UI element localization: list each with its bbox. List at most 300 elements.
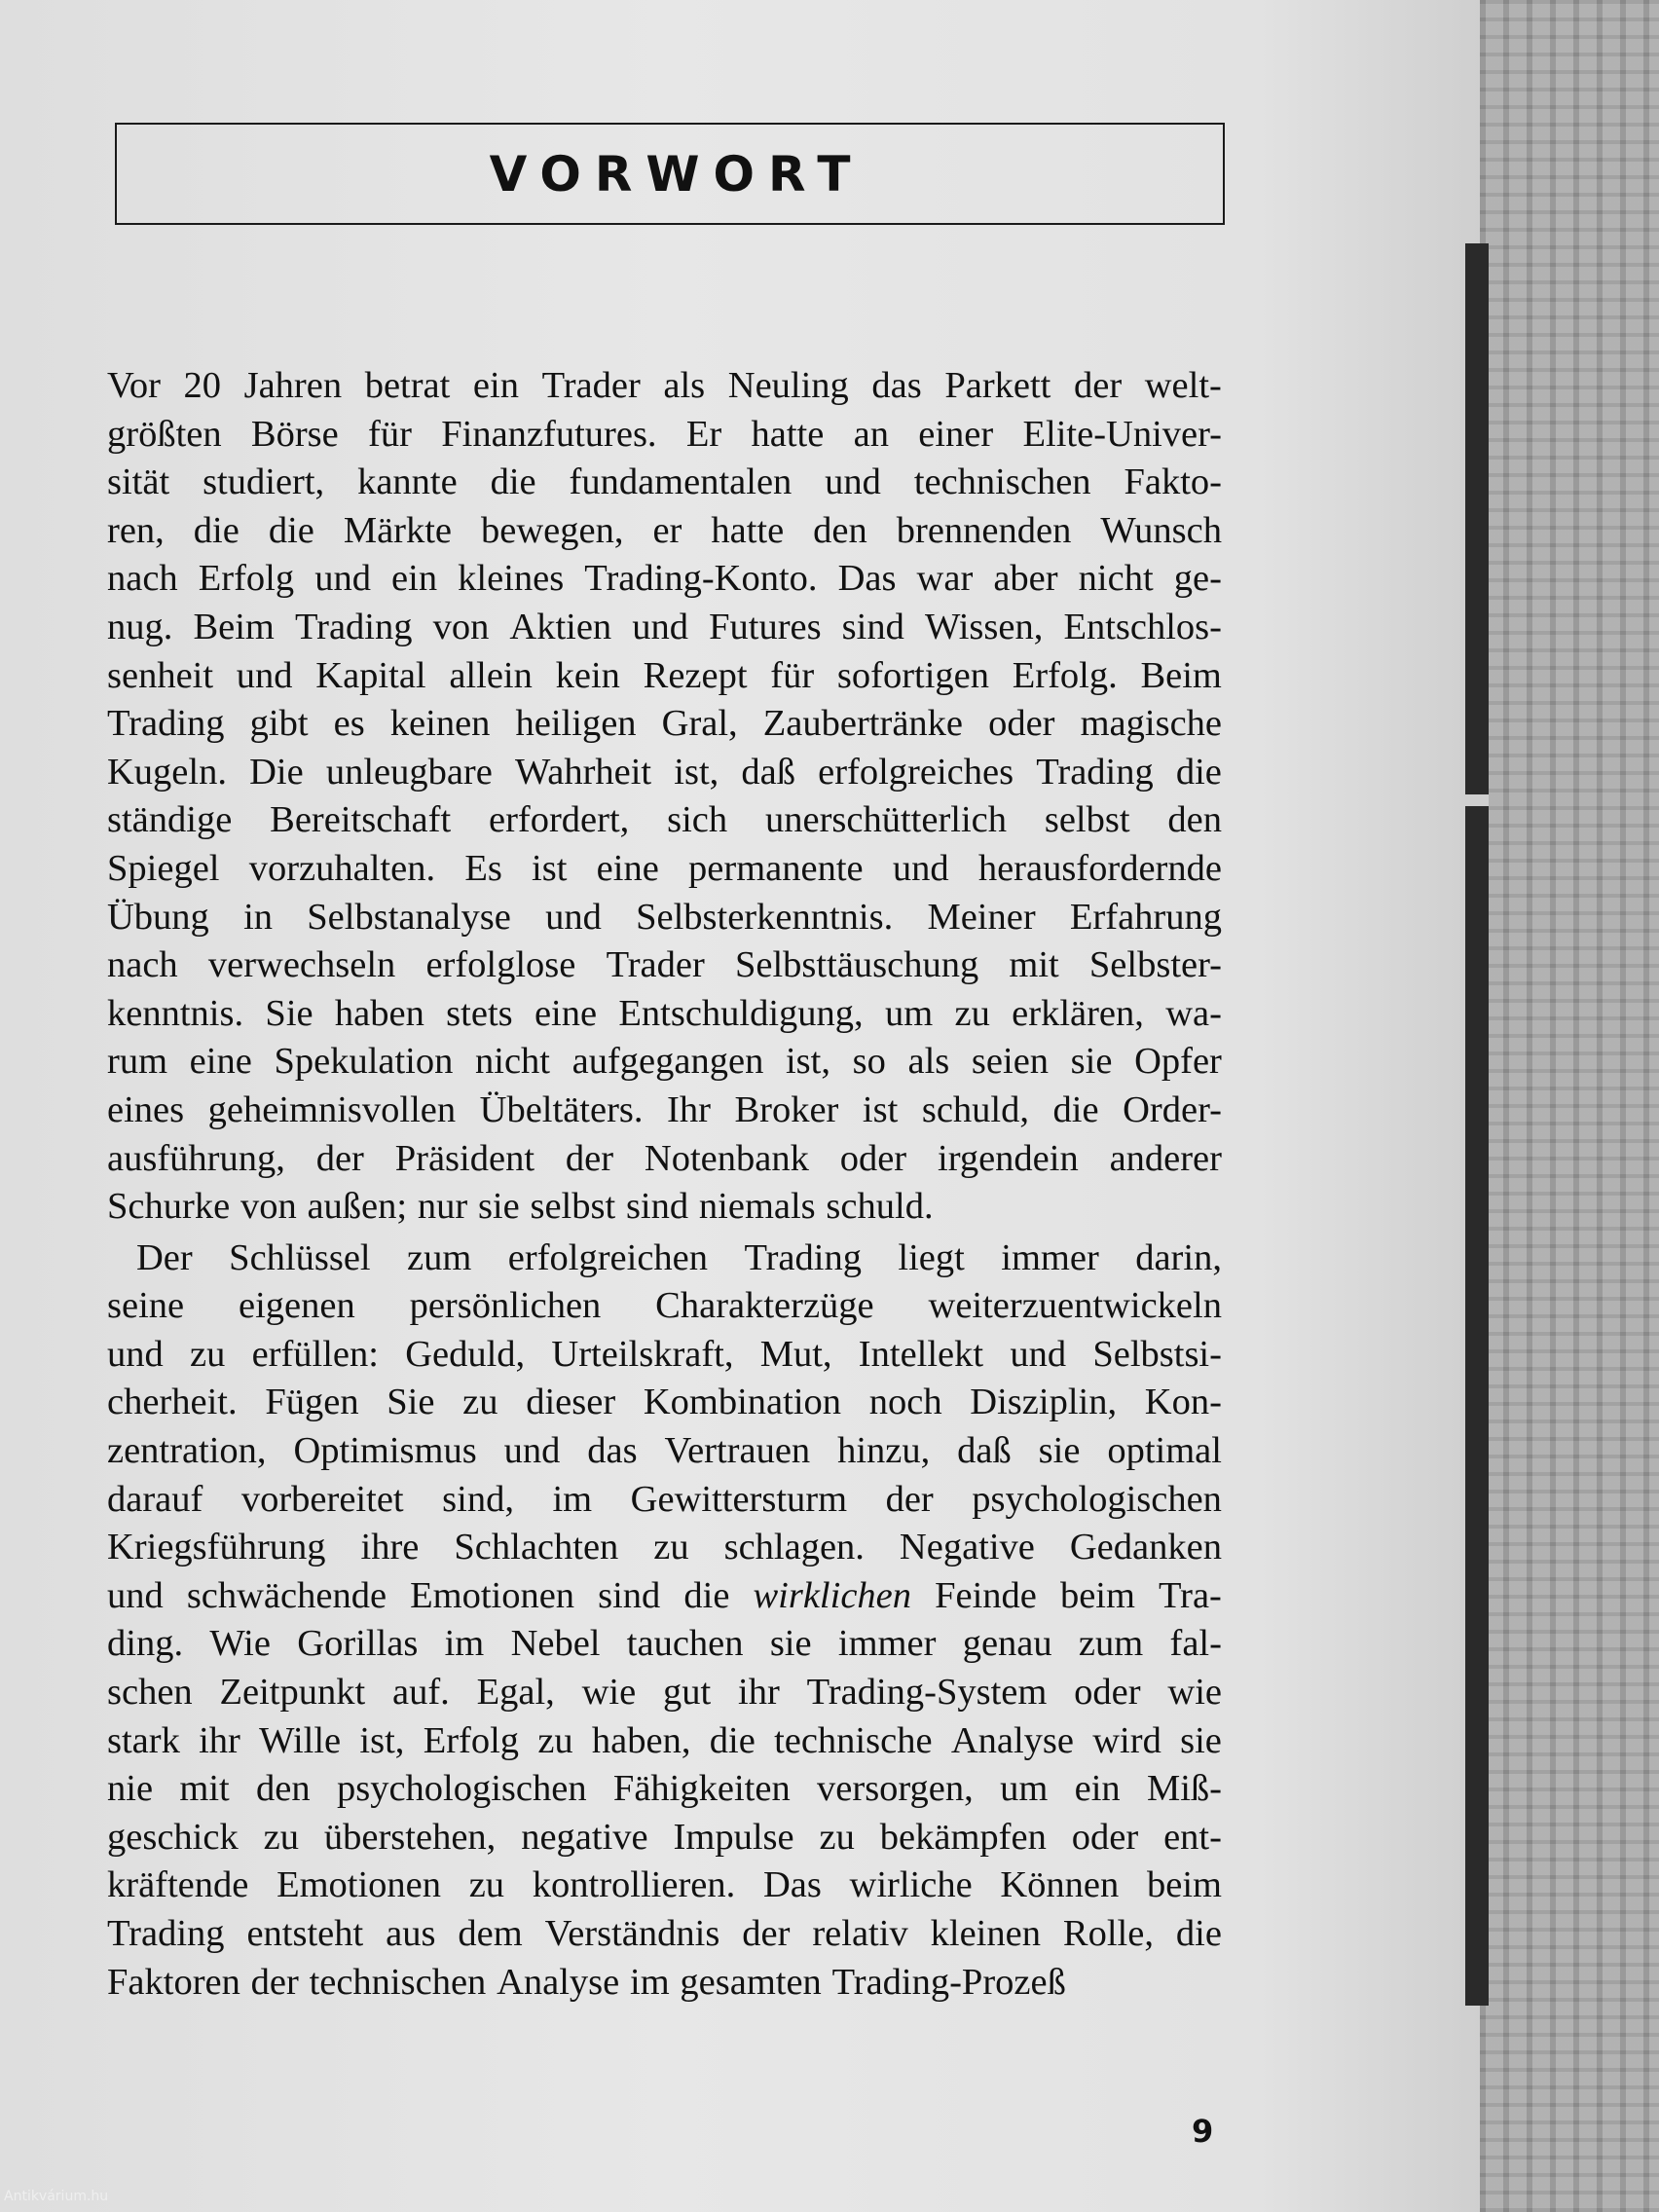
word: außen;	[307, 1186, 408, 1228]
word: Trading	[107, 703, 225, 745]
word: Es	[464, 847, 502, 889]
word: ding.	[107, 1623, 184, 1665]
word: die	[1175, 751, 1222, 793]
text-line	[107, 1862, 1222, 1910]
word: kräftende	[107, 1864, 249, 1906]
word: eine	[534, 992, 598, 1034]
word: Fähigkeiten	[612, 1768, 791, 1810]
word: und	[632, 606, 689, 647]
word: beim	[1146, 1864, 1222, 1906]
word: die	[709, 1719, 756, 1761]
word: zu	[462, 1382, 498, 1423]
word: hinzu,	[837, 1430, 931, 1472]
word: fundamentalen	[569, 461, 793, 503]
word: und	[892, 847, 949, 889]
word: Vertrauen	[664, 1430, 811, 1472]
word: Feinde	[935, 1574, 1037, 1616]
word: Broker	[734, 1088, 839, 1130]
word: der	[885, 1478, 934, 1520]
word: die	[490, 461, 536, 503]
word: oder	[1074, 1672, 1141, 1714]
word: erfordert,	[489, 799, 630, 841]
word: Elite-Univer-	[1022, 413, 1222, 455]
word: Gral,	[661, 703, 738, 745]
word: Kugeln.	[107, 751, 227, 793]
word: und	[503, 1430, 561, 1472]
word: ihre	[360, 1527, 420, 1568]
word: den	[813, 509, 867, 551]
word: Impulse	[673, 1816, 794, 1858]
word: herausfordernde	[977, 847, 1222, 889]
word: betrat	[364, 365, 451, 406]
word: genau	[962, 1623, 1052, 1665]
word: sie	[1180, 1719, 1222, 1761]
word: und	[1010, 1333, 1067, 1375]
word: erfüllen:	[251, 1333, 379, 1375]
word: Urteilskraft,	[551, 1333, 734, 1375]
text-line	[107, 1087, 1222, 1135]
word: und	[825, 461, 881, 503]
word: Sie	[265, 992, 313, 1034]
word: nach	[107, 944, 178, 986]
word: dieser	[526, 1382, 616, 1423]
word: Analyse	[497, 1961, 620, 2003]
binding-notch	[1465, 794, 1489, 806]
word: im	[552, 1478, 593, 1520]
word: zum	[407, 1236, 472, 1278]
word: von	[432, 606, 490, 647]
word: nicht	[475, 1041, 550, 1083]
word: welt-	[1144, 365, 1222, 406]
word: haben	[334, 992, 424, 1034]
word: Trader	[541, 365, 641, 406]
word: Finanzfutures.	[441, 413, 657, 455]
word: magische	[1080, 703, 1222, 745]
word: erfolgreiches	[818, 751, 1014, 793]
word: brennenden	[896, 509, 1072, 551]
word: immer	[837, 1623, 937, 1665]
word: gut	[663, 1672, 712, 1714]
word: technischen	[309, 1961, 487, 2003]
word: seine	[107, 1285, 185, 1327]
word: er	[652, 509, 682, 551]
word: Wissen,	[924, 606, 1044, 647]
word: Ihr	[667, 1088, 711, 1130]
text-line	[107, 1235, 1222, 1283]
word: daß	[741, 751, 795, 793]
text-line	[107, 1331, 1222, 1380]
binding-strip	[1465, 243, 1489, 2006]
text-line	[107, 1524, 1222, 1572]
word: erklären,	[1012, 992, 1144, 1034]
word: eine	[189, 1041, 252, 1083]
word: wirliche	[849, 1864, 973, 1906]
word: Miß-	[1147, 1768, 1222, 1810]
word: Opfer	[1134, 1041, 1222, 1083]
word: die	[268, 509, 314, 551]
word: verwechseln	[207, 944, 396, 986]
word: nie	[107, 1768, 154, 1810]
word: kleines	[458, 558, 565, 600]
text-line	[107, 1282, 1222, 1331]
word: ihr	[199, 1719, 240, 1761]
word: Trading	[744, 1236, 862, 1278]
word: an	[853, 413, 889, 455]
word: relativ	[812, 1913, 908, 1954]
word: technische	[774, 1719, 933, 1761]
word: war	[916, 558, 974, 600]
text-line	[107, 1910, 1222, 1959]
word: Übeltäters.	[479, 1088, 644, 1130]
word: seien	[971, 1041, 1050, 1083]
word: heiligen	[515, 703, 637, 745]
word: nach	[107, 558, 178, 600]
text-line	[107, 362, 1222, 411]
word: aufgegangen	[571, 1041, 764, 1083]
word: mit	[1009, 944, 1059, 986]
word: von	[240, 1186, 297, 1228]
word: Faktoren	[107, 1961, 240, 2003]
word: Meiner	[927, 896, 1036, 938]
word: um	[1000, 1768, 1049, 1810]
word: noch	[868, 1382, 942, 1423]
word: der	[742, 1913, 791, 1954]
word: eigenen	[238, 1285, 355, 1327]
word: Erfolg.	[1012, 654, 1118, 696]
word: wird	[1092, 1719, 1161, 1761]
adjacent-page-edge	[1480, 0, 1659, 2212]
word: Erfolg	[198, 558, 295, 600]
word: Er	[685, 413, 722, 455]
word: im	[444, 1623, 485, 1665]
word: darauf	[107, 1478, 203, 1520]
word: sie	[1070, 1041, 1113, 1083]
word: zu	[468, 1864, 505, 1906]
word: Egal,	[476, 1672, 555, 1714]
word: ein	[391, 558, 438, 600]
word: Das	[837, 558, 897, 600]
watermark: Antikvárium.hu	[4, 2189, 109, 2204]
word: sofortigen	[836, 654, 990, 696]
word: optimal	[1107, 1430, 1222, 1472]
word: aus	[386, 1913, 436, 1954]
word: ihr	[738, 1672, 780, 1714]
word: erfolglose	[425, 944, 576, 986]
word: Trading-Prozeß	[831, 1961, 1066, 2003]
text-line	[107, 1959, 1222, 2008]
word: Kriegsführung	[107, 1527, 326, 1568]
word: wirklichen	[753, 1574, 912, 1616]
word: kontrollieren.	[532, 1864, 736, 1906]
word: kein	[555, 654, 620, 696]
word: Selbstsi-	[1092, 1333, 1222, 1375]
word: nicht	[1078, 558, 1154, 600]
word: zu	[263, 1816, 299, 1858]
text-line	[107, 1135, 1222, 1184]
word: und	[314, 558, 371, 600]
word: darin,	[1135, 1236, 1222, 1278]
word: ist,	[674, 751, 719, 793]
word: anderer	[1109, 1137, 1222, 1179]
word: die	[1175, 1913, 1222, 1954]
word: daß	[957, 1430, 1012, 1472]
word: Entschuldigung,	[618, 992, 864, 1034]
word: Emotionen	[410, 1574, 575, 1616]
word: wie	[1167, 1672, 1222, 1714]
word: ren,	[107, 509, 165, 551]
word: Rezept	[643, 654, 748, 696]
word: als	[907, 1041, 950, 1083]
word: Trading	[294, 606, 413, 647]
text-line	[107, 1427, 1222, 1476]
word: Geduld,	[405, 1333, 526, 1375]
word: selbst	[530, 1186, 616, 1228]
text-line	[107, 411, 1222, 460]
word: der	[1073, 365, 1123, 406]
word: auf.	[392, 1672, 450, 1714]
word: Trading	[107, 1913, 225, 1954]
word: kenntnis.	[107, 992, 244, 1034]
word: zu	[189, 1333, 226, 1375]
word: Schlachten	[454, 1527, 619, 1568]
word: sind	[598, 1574, 661, 1616]
word: ausführung,	[107, 1137, 285, 1179]
word: Der	[136, 1236, 193, 1278]
text-line	[107, 1183, 1222, 1232]
word: so	[852, 1041, 886, 1083]
text-line	[107, 796, 1222, 845]
text-line	[107, 845, 1222, 894]
text-line	[107, 507, 1222, 556]
word: Tra-	[1158, 1574, 1222, 1616]
text-line	[107, 652, 1222, 701]
word: psychologischen	[336, 1768, 587, 1810]
word: Die	[249, 751, 304, 793]
word: oder	[839, 1137, 907, 1179]
word: beim	[1059, 1574, 1135, 1616]
paragraph	[107, 1235, 1222, 2008]
word: nug.	[107, 606, 173, 647]
word: es	[333, 703, 365, 745]
word: einer	[918, 413, 994, 455]
text-line	[107, 1669, 1222, 1717]
word: Zaubertränke	[762, 703, 963, 745]
word: ist	[532, 847, 568, 889]
word: entsteht	[246, 1913, 364, 1954]
word: irgendein	[938, 1137, 1079, 1179]
word: fal-	[1169, 1623, 1222, 1665]
word: Charakterzüge	[655, 1285, 874, 1327]
word: erfolgreichen	[507, 1236, 708, 1278]
word: haben,	[591, 1719, 691, 1761]
text-line	[107, 1572, 1222, 1621]
word: zu	[537, 1719, 573, 1761]
word: dem	[458, 1913, 523, 1954]
word: Selbster-	[1088, 944, 1222, 986]
word: in	[243, 896, 274, 938]
word: keinen	[389, 703, 491, 745]
word: Selbsterkenntnis.	[636, 896, 894, 938]
word: versorgen,	[817, 1768, 974, 1810]
word: ständige	[107, 799, 233, 841]
word: sie	[477, 1186, 520, 1228]
word: Beim	[1140, 654, 1222, 696]
word: ein	[472, 365, 519, 406]
word: Jahren	[243, 365, 343, 406]
word: bewegen,	[481, 509, 624, 551]
word: Wille	[259, 1719, 342, 1761]
word: tauchen	[626, 1623, 744, 1665]
word: immer	[1001, 1236, 1099, 1278]
word: Märkte	[343, 509, 453, 551]
word: das	[871, 365, 922, 406]
word: Analyse	[950, 1719, 1074, 1761]
text-line	[107, 700, 1222, 749]
word: Spiegel	[107, 847, 220, 889]
word: Erfahrung	[1069, 896, 1222, 938]
word: Optimismus	[293, 1430, 477, 1472]
word: Notenbank	[644, 1137, 809, 1179]
word: schlagen.	[723, 1527, 865, 1568]
word: Gedanken	[1069, 1527, 1222, 1568]
word: Fakto-	[1124, 461, 1222, 503]
word: mit	[179, 1768, 230, 1810]
word: Erfolg	[423, 1719, 520, 1761]
word: Gorillas	[297, 1623, 419, 1665]
word: cherheit.	[107, 1382, 238, 1423]
word: psychologischen	[972, 1478, 1222, 1520]
text-line	[107, 1620, 1222, 1669]
paragraph	[107, 362, 1222, 1232]
word: den	[1167, 799, 1222, 841]
word: ge-	[1173, 558, 1222, 600]
word: eines	[107, 1088, 185, 1130]
word: hatte	[751, 413, 825, 455]
text-line	[107, 1038, 1222, 1087]
word: Gewittersturm	[630, 1478, 848, 1520]
word: sind,	[442, 1478, 514, 1520]
word: Übung	[107, 896, 209, 938]
word: zu	[819, 1816, 855, 1858]
word: größten	[107, 413, 222, 455]
word: die	[683, 1574, 730, 1616]
word: Schurke	[107, 1186, 231, 1228]
word: sie	[769, 1623, 812, 1665]
word: Trading-Konto.	[584, 558, 818, 600]
word: Selbsttäuschung	[734, 944, 979, 986]
word: stets	[446, 992, 513, 1034]
word: niemals	[698, 1186, 816, 1228]
word: Schlüssel	[229, 1236, 371, 1278]
word: vorzuhalten.	[248, 847, 436, 889]
word: 20	[183, 365, 222, 406]
word: Sie	[387, 1382, 435, 1423]
word: technischen	[913, 461, 1091, 503]
word: Verständnis	[544, 1913, 720, 1954]
word: und	[545, 896, 602, 938]
word: Futures	[709, 606, 822, 647]
word: zu	[653, 1527, 689, 1568]
word: sich	[667, 799, 728, 841]
word: die	[1052, 1088, 1099, 1130]
word: Beim	[193, 606, 275, 647]
text-line	[107, 555, 1222, 604]
word: das	[587, 1430, 638, 1472]
word: für	[770, 654, 815, 696]
word: bekämpfen	[879, 1816, 1047, 1858]
word: Selbstanalyse	[307, 896, 511, 938]
word: liegt	[898, 1236, 965, 1278]
word: der	[565, 1137, 614, 1179]
word: Zeitpunkt	[219, 1672, 366, 1714]
word: ist,	[785, 1041, 830, 1083]
word: kannte	[357, 461, 458, 503]
word: wa-	[1165, 992, 1222, 1034]
word: kleinen	[930, 1913, 1041, 1954]
page-number: 9	[1192, 2113, 1214, 2150]
text-line	[107, 1765, 1222, 1814]
text-line	[107, 894, 1222, 942]
word: Intellekt	[858, 1333, 984, 1375]
word: den	[256, 1768, 311, 1810]
word: eine	[596, 847, 659, 889]
word: die	[193, 509, 240, 551]
word: stark	[107, 1719, 180, 1761]
word: überstehen,	[323, 1816, 497, 1858]
chapter-title-box	[115, 123, 1225, 225]
word: Trading-System	[806, 1672, 1048, 1714]
body-text	[107, 362, 1222, 2007]
word: allein	[449, 654, 533, 696]
word: Bereitschaft	[270, 799, 452, 841]
word: vorbereitet	[240, 1478, 404, 1520]
word: Können	[1000, 1864, 1120, 1906]
text-line	[107, 1717, 1222, 1766]
word: im	[630, 1961, 670, 2003]
word: Rolle,	[1062, 1913, 1154, 1954]
word: senheit	[107, 654, 214, 696]
word: wie	[581, 1672, 637, 1714]
word: zentration,	[107, 1430, 267, 1472]
word: sind	[841, 606, 904, 647]
word: ein	[1074, 1768, 1121, 1810]
word: Fügen	[265, 1382, 359, 1423]
word: der	[250, 1961, 299, 2003]
word: für	[368, 413, 412, 455]
text-line	[107, 1814, 1222, 1862]
word: Wie	[209, 1623, 271, 1665]
word: und	[236, 654, 293, 696]
word: Präsident	[394, 1137, 535, 1179]
word: gesamten	[680, 1961, 822, 2003]
word: Kapital	[315, 654, 426, 696]
word: Parkett	[944, 365, 1051, 406]
word: unerschütterlich	[765, 799, 1008, 841]
word: schwächende	[186, 1574, 387, 1616]
word: und	[107, 1574, 164, 1616]
word: geheimnisvollen	[207, 1088, 457, 1130]
word: der	[315, 1137, 364, 1179]
word: schuld,	[921, 1088, 1029, 1130]
word: permanente	[688, 847, 864, 889]
word: hatte	[711, 509, 785, 551]
word: Wahrheit	[514, 751, 652, 793]
word: Nebel	[510, 1623, 601, 1665]
word: Wunsch	[1100, 509, 1222, 551]
text-line	[107, 990, 1222, 1039]
text-line	[107, 749, 1222, 797]
word: Kon-	[1144, 1382, 1222, 1423]
